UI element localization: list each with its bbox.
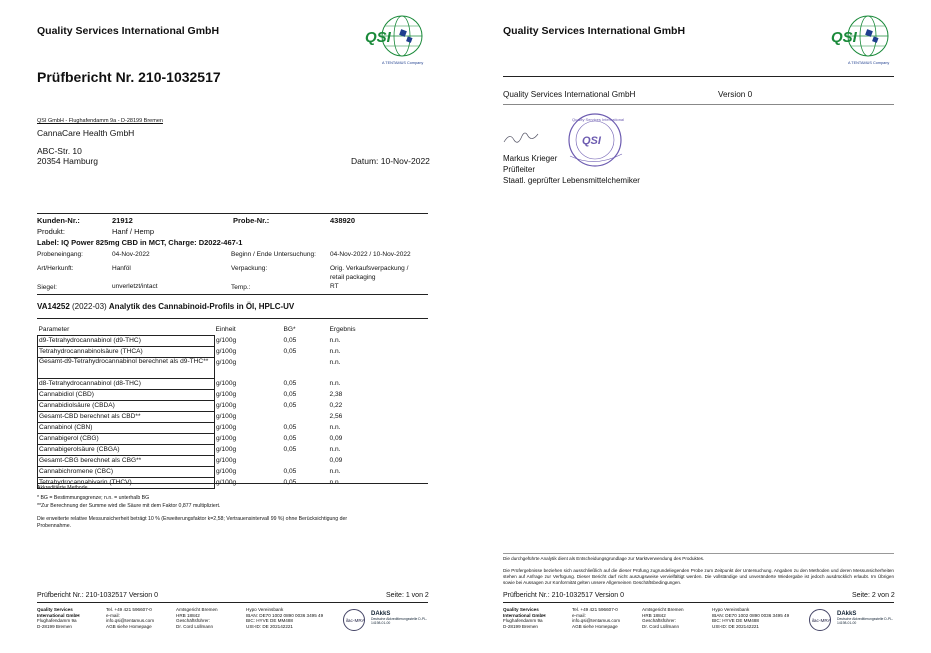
footer-text: USt-ID: DE 202142221 — [712, 623, 759, 629]
sender-address: QSI GmbH - Flughafendamm 9a - D-28199 Bremen — [37, 118, 163, 124]
verpackung-value-2: retail packaging — [330, 274, 376, 281]
produkt-value: Hanf / Hemp — [112, 227, 155, 236]
cell-result: n.n. — [329, 478, 341, 486]
cell-bg: 0,05 — [283, 379, 297, 387]
table-row — [38, 434, 429, 445]
svg-text:QSI: QSI — [831, 29, 857, 46]
kunden-value: 21912 — [112, 216, 133, 225]
cell-bg: 0,05 — [283, 434, 297, 442]
cell-unit: g/100g — [216, 423, 237, 431]
footer-text: Geschäftsführer: — [176, 618, 210, 624]
footer-text: USt-ID: DE 202142221 — [246, 623, 293, 629]
report-date: Datum: 10-Nov-2022 — [351, 156, 430, 166]
cell-unit: g/100g — [216, 434, 237, 442]
probeneingang-value: 04-Nov-2022 — [112, 251, 150, 258]
cell-param: Gesamt-CBD berechnet als CBD** — [38, 412, 215, 423]
divider — [503, 104, 894, 105]
table-header-row — [38, 325, 429, 336]
table-row — [38, 390, 429, 401]
footer-text: e-mail: — [572, 612, 586, 618]
cell-param: Tetrahydrocannabivarin (THCV) — [38, 478, 215, 489]
cell-unit: g/100g — [216, 336, 237, 344]
footer-col-court — [176, 607, 218, 629]
results-table — [37, 325, 429, 489]
signature-stamp — [500, 112, 640, 172]
cell-unit: g/100g — [216, 358, 237, 366]
footer-text: IBAN: DE70 1002 0890 0036 3495 49 — [712, 612, 790, 618]
divider — [503, 76, 894, 77]
footer-page-number: Seite: 2 von 2 — [852, 592, 895, 599]
footer-text: Amtsgericht Bremen — [642, 607, 684, 612]
cell-unit: g/100g — [216, 445, 237, 453]
footnote-uncertainty-2: Probennahme. — [37, 523, 72, 529]
footer-text: Flughafendamm 9a — [503, 618, 543, 624]
footer-text: BIC: HYVE DE MM488 — [246, 618, 293, 624]
footer-report-number: Prüfbericht Nr.: 210-1032517 Version 0 — [37, 592, 159, 599]
recipient-street: ABC-Str. 10 — [37, 146, 82, 156]
cell-unit: g/100g — [216, 347, 237, 355]
stamp-text: Quality Services International — [572, 117, 625, 122]
qsi-logo-icon — [828, 12, 892, 68]
footer-text: Dr. Cord Lüllmann — [176, 623, 214, 629]
table-row — [38, 401, 429, 412]
footer-text: IBAN: DE70 1002 0890 0036 3495 49 — [246, 612, 324, 618]
svg-text:QSI: QSI — [582, 135, 601, 147]
cell-result: n.n. — [329, 336, 341, 344]
recipient-name: CannaCare Health GmbH — [37, 128, 135, 138]
footer-col-contact — [106, 607, 154, 629]
table-row — [38, 379, 429, 390]
table-row — [38, 467, 429, 478]
ilac-badge-text: ilac-MRA — [345, 618, 364, 624]
footer-text: Dr. Cord Lüllmann — [642, 623, 680, 629]
cell-result: 0,09 — [329, 434, 343, 442]
cell-unit: g/100g — [216, 456, 237, 464]
svg-text:QSI: QSI — [365, 29, 391, 46]
cell-result: 2,56 — [329, 412, 343, 420]
cell-unit: g/100g — [216, 379, 237, 387]
footer-text: International GmbH — [37, 612, 80, 618]
footnote-bg: * BG = Bestimmungsgrenze; n.n. = unterhalb BG — [37, 495, 150, 501]
footer-col-bank — [712, 607, 789, 629]
signer-name: Markus Krieger — [503, 154, 558, 163]
divider — [37, 483, 428, 484]
footer-text: e-mail: — [106, 612, 120, 618]
table-row — [38, 336, 429, 347]
report-page-1 — [0, 0, 465, 653]
art-value: Hanföl — [112, 265, 131, 272]
siegel-value: unverletzt/intact — [112, 283, 158, 290]
divider — [37, 318, 428, 319]
method-title: Analytik des Cannabinoid-Profils in Öl, HPLC-UV — [108, 302, 295, 311]
footer-text: Flughafendamm 9a — [37, 618, 77, 624]
cell-result: 0,09 — [329, 456, 343, 464]
footer-text: International GmbH — [503, 612, 546, 618]
divider — [37, 213, 428, 214]
footer-text: AGB siehe Homepage — [106, 623, 152, 629]
cell-bg: 0,05 — [283, 445, 297, 453]
cell-bg: 0,05 — [283, 401, 297, 409]
footer-col-company — [37, 607, 80, 629]
footnote-uncertainty: Die erweiterte relative Messunsicherheit beträgt 10 % (Erweiterungsfaktor k=2,58; Vertrauensintervall 99 %) ohne Berücksichtigung der — [37, 516, 348, 522]
table-row — [38, 445, 429, 456]
cell-result: n.n. — [329, 467, 341, 475]
untersuchung-value: 04-Nov-2022 / 10-Nov-2022 — [330, 251, 411, 258]
disclaimer-1: Die durchgeführte Analytik dient als Entscheidungsgrundlage zur Marktverwendung des Produktes. — [503, 556, 705, 561]
cell-param: Gesamt-d9-Tetrahydrocannabinol berechnet als d9-THC** — [38, 358, 215, 379]
dakks-text: DAkkS — [371, 611, 391, 617]
cell-unit: g/100g — [216, 401, 237, 409]
header-bg: BG* — [283, 326, 296, 333]
cell-param: Gesamt-CBG berechnet als CBG** — [38, 456, 215, 467]
disclaimer-2: Die Prüfergebnisse beziehen sich ausschließlich auf die dieser Prüfung zugrundeliegenden Probe zum Zeitpunkt der Untersuchung. Angaben zu den Methoden und deren Messunsicherheiten stehen auf Anfrage zur Verfügung. Dieser Bericht darf nicht auszugsweise vervielfältigt werden. Die vollständige und unveränderte Wiedergabe ist jedoch ausdrücklich erlaubt. Im Übrigen sowie bei Aussagen zur Konformität gelten unsere Allgemeinen Geschäftsbedingungen. — [503, 568, 894, 585]
ilac-badge-icon — [343, 609, 365, 631]
cell-bg: 0,05 — [283, 478, 297, 486]
cell-bg — [283, 412, 329, 423]
ilac-badge-text: ilac-MRA — [811, 618, 830, 624]
method-code: VA14252 — [37, 302, 70, 311]
cell-result: n.n. — [329, 347, 341, 355]
cell-param: Cannabigerol (CBG) — [38, 434, 215, 445]
footer-report-number: Prüfbericht Nr.: 210-1032517 Version 0 — [503, 592, 625, 599]
page-title: Prüfbericht Nr. 210-1032517 — [37, 69, 221, 85]
footer-text: info.qsi@tentamus.com — [572, 618, 621, 624]
cell-unit: g/100g — [216, 390, 237, 398]
signer-role: Prüfleiter — [503, 165, 536, 174]
company-line: Quality Services International GmbH — [503, 90, 636, 99]
dakks-subtext: Deutsche Akkreditierungsstelle D-PL-14198-01-00 — [837, 617, 894, 625]
temp-value: RT — [330, 283, 339, 290]
dakks-text: DAkkS — [837, 611, 857, 617]
footer-text: info.qsi@tentamus.com — [106, 618, 155, 624]
footer-text: HRB 18842 — [642, 612, 666, 618]
footer-text: Quality Services — [503, 607, 539, 612]
cell-unit: g/100g — [216, 412, 237, 420]
cell-result: n.n. — [329, 379, 341, 387]
cell-result: n.n. — [329, 358, 341, 366]
method-year: (2022-03) — [69, 302, 109, 311]
divider — [37, 602, 428, 603]
header-einheit: Einheit — [215, 326, 236, 333]
footer-text: Tel. +49 421 596607-0 — [572, 607, 618, 612]
cell-unit: g/100g — [216, 478, 237, 486]
cell-result: n.n. — [329, 445, 341, 453]
cell-param: Tetrahydrocannabinolsäure (THCA) — [38, 347, 215, 358]
temp-label: Temp.: — [231, 284, 251, 291]
cell-param: d8-Tetrahydrocannabinol (d8-THC) — [38, 379, 215, 390]
table-row — [38, 347, 429, 358]
label-line: Label: IQ Power 825mg CBD in MCT, Charge: D2022-467-1 — [37, 238, 243, 247]
cell-param: Cannabinol (CBN) — [38, 423, 215, 434]
cell-bg — [283, 358, 329, 379]
footer-col-company — [503, 607, 546, 629]
method-heading — [37, 302, 294, 311]
dakks-logo — [837, 611, 895, 625]
footer-text: D-28199 Bremen — [37, 623, 72, 629]
untersuchung-label: Beginn / Ende Untersuchung: — [231, 251, 316, 258]
footer-text: Hypo Vereinsbank — [246, 607, 284, 612]
footer-text: Amtsgericht Bremen — [176, 607, 218, 612]
cell-bg: 0,05 — [283, 347, 297, 355]
cell-unit: g/100g — [216, 467, 237, 475]
footer-col-bank — [246, 607, 323, 629]
cell-bg — [283, 456, 329, 467]
cell-bg: 0,05 — [283, 467, 297, 475]
footnote-factor: **Zur Berechnung der Summe wird die Säure mit dem Faktor 0,877 multipliziert. — [37, 503, 221, 509]
footer-text: D-28199 Bremen — [503, 623, 538, 629]
verpackung-label: Verpackung: — [231, 265, 268, 272]
footer-page-number: Seite: 1 von 2 — [386, 592, 429, 599]
cell-bg: 0,05 — [283, 336, 297, 344]
cell-param: Cannabidiolsäure (CBDA) — [38, 401, 215, 412]
table-row — [38, 456, 429, 467]
accredited-note: Akkreditierte Methode — [37, 485, 88, 491]
siegel-label: Siegel: — [37, 284, 57, 291]
header-parameter: Parameter — [38, 326, 70, 333]
cell-result: 0,22 — [329, 401, 343, 409]
table-row — [38, 423, 429, 434]
dakks-subtext: Deutsche Akkreditierungsstelle D-PL-14198-01-00 — [371, 617, 428, 625]
cell-result: n.n. — [329, 423, 341, 431]
qsi-logo-icon — [362, 12, 426, 68]
footer-text: BIC: HYVE DE MM488 — [712, 618, 759, 624]
cell-param: d9-Tetrahydrocannabinol (d9-THC) — [38, 336, 215, 347]
footer-text: Geschäftsführer: — [642, 618, 676, 624]
company-header: Quality Services International GmbH — [37, 25, 220, 37]
stamp-icon — [500, 112, 640, 172]
footer-text: AGB siehe Homepage — [572, 623, 618, 629]
footer-text: HRB 18842 — [176, 612, 200, 618]
table-row — [38, 358, 429, 379]
kunden-label: Kunden-Nr.: — [37, 216, 80, 225]
probe-label: Probe-Nr.: — [233, 216, 270, 225]
divider — [37, 294, 428, 295]
table-row — [38, 412, 429, 423]
cell-bg: 0,05 — [283, 423, 297, 431]
header-ergebnis: Ergebnis — [329, 326, 356, 333]
cell-param: Cannabidiol (CBD) — [38, 390, 215, 401]
ilac-badge-icon — [809, 609, 831, 631]
footer-text: Tel. +49 421 596607-0 — [106, 607, 152, 612]
probeneingang-label: Probeneingang: — [37, 251, 83, 258]
cell-param: Cannabigerolsäure (CBGA) — [38, 445, 215, 456]
divider — [503, 553, 894, 554]
version-label: Version 0 — [718, 90, 753, 99]
logo-tagline: A TENTAMUS Company — [382, 61, 424, 65]
verpackung-value-1: Orig. Verkaufsverpackung / — [330, 265, 409, 272]
footer-col-contact — [572, 607, 620, 629]
dakks-logo — [371, 611, 429, 625]
signer-title: Staatl. geprüfter Lebensmittelchemiker — [503, 176, 640, 185]
probe-value: 438920 — [330, 216, 356, 225]
art-label: Art/Herkunft: — [37, 265, 74, 272]
recipient-city: 20354 Hamburg — [37, 156, 98, 166]
produkt-label: Produkt: — [37, 227, 65, 236]
divider — [503, 602, 894, 603]
report-page-2 — [466, 0, 931, 653]
cell-bg: 0,05 — [283, 390, 297, 398]
cell-result: 2,38 — [329, 390, 343, 398]
footer-text: Hypo Vereinsbank — [712, 607, 750, 612]
qsi-logo — [828, 12, 892, 68]
footer-text: Quality Services — [37, 607, 73, 612]
qsi-logo — [362, 12, 426, 68]
logo-tagline: A TENTAMUS Company — [848, 61, 890, 65]
company-header: Quality Services International GmbH — [503, 25, 686, 37]
cell-param: Cannabichromene (CBC) — [38, 467, 215, 478]
footer-col-court — [642, 607, 684, 629]
